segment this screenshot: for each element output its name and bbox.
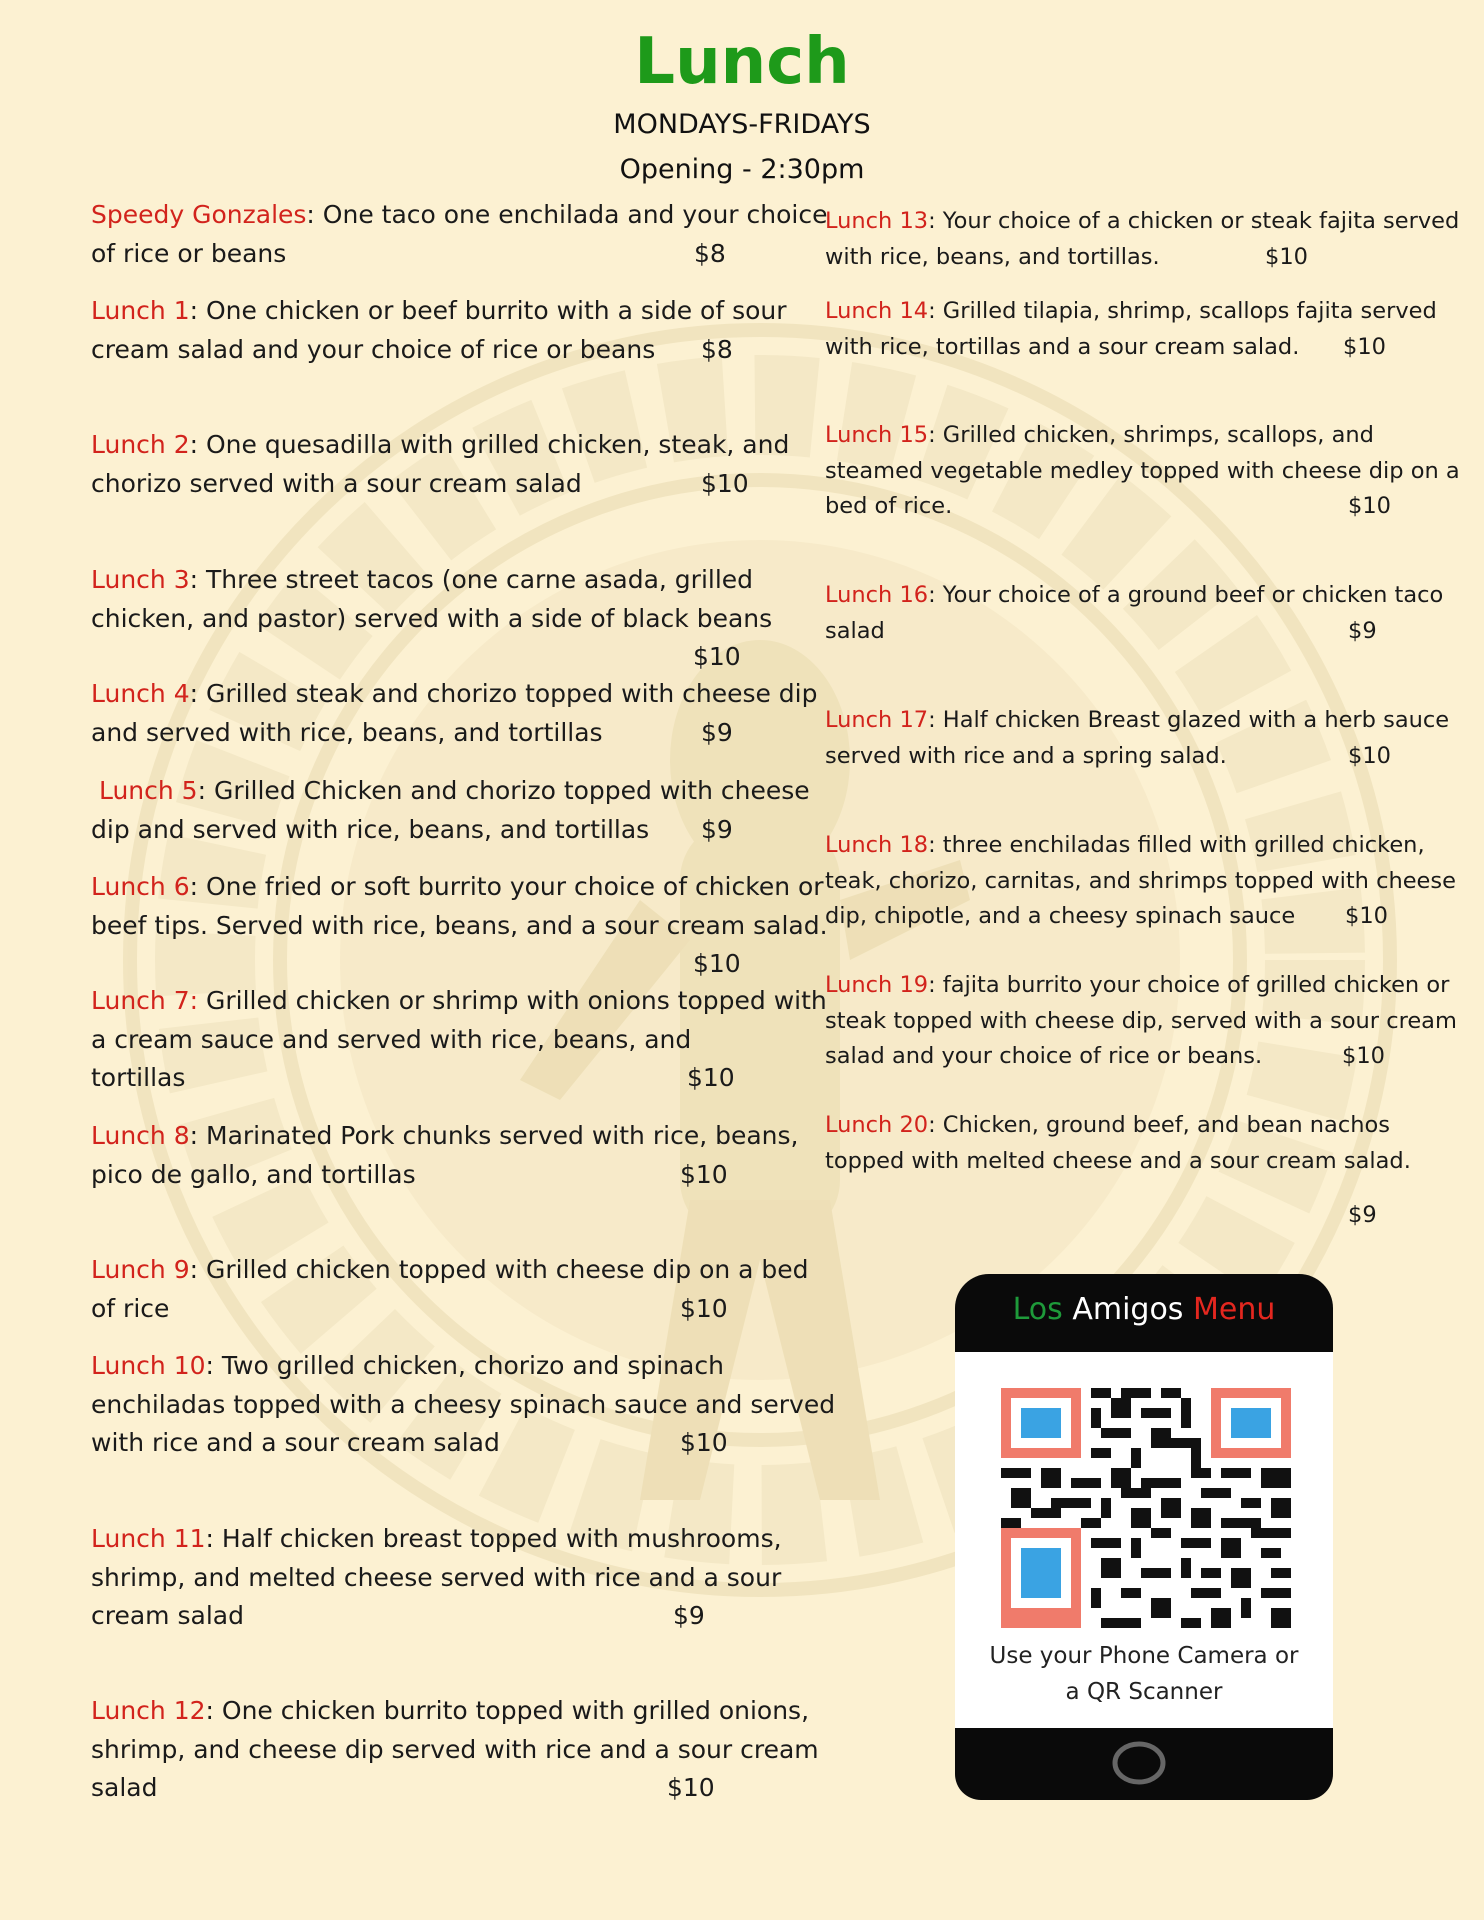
item-desc: with rice, beans, and tortillas.	[825, 243, 1160, 270]
item-desc: : One chicken burrito topped with grilled onions,	[205, 1696, 810, 1725]
item-name: Lunch 1	[91, 296, 190, 325]
item-desc: teak, chorizo, carnitas, and shrimps topped with cheese	[825, 867, 1456, 894]
item-name: Lunch 17	[825, 707, 929, 733]
item-desc: : fajita burrito your choice of grilled chicken or	[928, 972, 1450, 998]
item-price: $10	[693, 642, 741, 671]
item-name: Lunch 3	[91, 565, 190, 594]
brand-amigos: Amigos	[1062, 1292, 1193, 1327]
page-title: Lunch	[634, 25, 850, 99]
menu-item-lunch-15	[825, 418, 1460, 525]
item-price: $10	[680, 1159, 728, 1189]
item-price: $9	[701, 717, 733, 747]
menu-item-lunch-8	[91, 1117, 798, 1194]
menu-item-lunch-1	[91, 292, 787, 369]
item-price: $10	[680, 1428, 728, 1457]
item-desc: : Half chicken Breast glazed with a herb sauce	[928, 707, 1450, 733]
menu-item-lunch-19	[825, 968, 1457, 1075]
item-desc: : Two grilled chicken, chorizo and spinach	[205, 1351, 724, 1380]
item-price: $8	[701, 334, 733, 364]
item-desc: with rice, tortillas and a sour cream salad.	[825, 333, 1300, 360]
item-desc: : One chicken or beef burrito with a side of sour	[189, 296, 787, 325]
item-desc: : Grilled Chicken and chorizo topped with cheese	[197, 776, 810, 805]
item-desc: Grilled chicken or shrimp with onions topped with	[198, 986, 827, 1015]
item-price: $10	[667, 1773, 715, 1802]
menu-item-lunch-2	[91, 426, 789, 503]
item-desc: salad and your choice of rice or beans.	[825, 1043, 1263, 1069]
item-price: $8	[694, 238, 726, 268]
item-desc: salad	[825, 617, 885, 644]
item-desc: : Your choice of a ground beef or chicken taco	[928, 582, 1444, 608]
item-price: $10	[680, 1293, 728, 1323]
menu-item-lunch-17	[825, 703, 1449, 774]
item-name: Lunch 16	[825, 582, 929, 608]
menu-item-lunch-14	[825, 294, 1437, 365]
item-name: Lunch 11	[91, 1524, 206, 1553]
menu-item-lunch-13	[825, 204, 1459, 275]
qr-card-title	[955, 1288, 1333, 1332]
item-desc: dip and served with rice, beans, and tortillas	[91, 814, 650, 844]
item-name: Lunch 18	[825, 832, 929, 858]
item-desc: tortillas	[91, 1063, 186, 1092]
menu-item-lunch-11	[91, 1520, 782, 1636]
item-price: $10	[687, 1063, 735, 1092]
item-desc: cream salad and your choice of rice or beans	[91, 334, 656, 364]
item-desc: shrimp, and melted cheese served with rice and a sour	[91, 1562, 782, 1592]
days-label: MONDAYS-FRIDAYS	[613, 109, 871, 140]
item-price: $10	[1342, 1043, 1385, 1069]
qr-menu-card	[955, 1274, 1333, 1800]
item-price: $10	[1343, 333, 1386, 360]
item-price: $10	[1265, 243, 1308, 270]
item-desc: : Three street tacos (one carne asada, grilled	[189, 565, 754, 594]
item-price: $9	[1348, 1202, 1377, 1228]
item-desc: : Your choice of a chicken or steak fajita served	[928, 208, 1460, 234]
item-name: Lunch 2	[91, 430, 190, 459]
item-name: Lunch 14	[825, 298, 929, 324]
menu-item-lunch-7	[91, 982, 827, 1098]
item-desc: : Grilled steak and chorizo topped with cheese dip	[189, 679, 818, 708]
item-desc: with rice and a sour cream salad	[91, 1428, 500, 1457]
item-name: Lunch 19	[825, 972, 929, 998]
item-desc: of rice or beans	[91, 238, 287, 268]
menu-item-lunch-4	[91, 675, 818, 752]
item-price: $10	[1348, 493, 1391, 519]
item-name: Lunch 9	[91, 1255, 190, 1284]
item-desc: dip, chipotle, and a cheesy spinach sauce	[825, 903, 1296, 929]
item-name: Speedy Gonzales	[91, 200, 307, 229]
phone-header	[955, 1274, 1333, 1352]
item-desc: : One fried or soft burrito your choice of chicken or	[189, 872, 824, 901]
item-desc: bed of rice.	[825, 493, 953, 519]
item-desc: : One quesadilla with grilled chicken, steak, and	[189, 430, 790, 459]
menu-item-lunch-5	[91, 772, 810, 849]
menu-item-lunch-3	[91, 561, 773, 671]
hours-label: Opening - 2:30pm	[619, 154, 865, 185]
menu-header	[0, 22, 1484, 192]
menu-item-lunch-6	[91, 868, 828, 978]
item-name: Lunch 20	[825, 1112, 929, 1138]
item-price: $9	[1348, 617, 1377, 644]
item-price: $10	[1345, 903, 1388, 929]
item-price: $9	[701, 814, 733, 844]
item-name: Lunch 13	[825, 208, 929, 234]
item-desc: beef tips. Served with rice, beans, and a sour cream salad.	[91, 910, 828, 940]
menu-item-speedy-gonzales	[91, 196, 827, 273]
brand-menu: Menu	[1192, 1292, 1276, 1327]
item-price: $10	[701, 468, 749, 498]
phone-footer	[955, 1728, 1333, 1800]
menu-item-lunch-10	[91, 1347, 835, 1463]
item-price: $10	[1348, 742, 1391, 769]
brand-los: Los	[1012, 1292, 1063, 1327]
item-desc: : three enchiladas filled with grilled chicken,	[928, 832, 1425, 858]
item-desc: : Half chicken breast topped with mushrooms,	[205, 1524, 782, 1553]
item-desc: cream salad	[91, 1601, 244, 1630]
item-desc: pico de gallo, and tortillas	[91, 1159, 416, 1189]
item-name: Lunch 7:	[91, 986, 199, 1015]
item-desc: steamed vegetable medley topped with cheese dip on a	[825, 457, 1460, 484]
item-desc: : One taco one enchilada and your choice	[306, 200, 828, 229]
menu-item-lunch-12	[91, 1692, 819, 1808]
item-desc: chorizo served with a sour cream salad	[91, 468, 582, 498]
item-desc: salad	[91, 1773, 158, 1802]
item-desc: and served with rice, beans, and tortillas	[91, 717, 603, 747]
item-desc: shrimp, and cheese dip served with rice and a sour cream	[91, 1734, 819, 1764]
item-desc: enchiladas topped with a cheesy spinach sauce and served	[91, 1389, 836, 1419]
item-desc: of rice	[91, 1293, 170, 1323]
item-desc: served with rice and a spring salad.	[825, 742, 1227, 769]
item-name: Lunch 12	[91, 1696, 206, 1725]
item-name: Lunch 6	[91, 872, 190, 901]
item-name: Lunch 8	[91, 1121, 190, 1150]
item-desc: steak topped with cheese dip, served with a sour cream	[825, 1007, 1457, 1034]
item-desc: topped with melted cheese and a sour cream salad.	[825, 1147, 1411, 1174]
item-name: Lunch 10	[91, 1351, 206, 1380]
menu-item-lunch-9	[91, 1251, 809, 1328]
qr-caption-line-1: Use your Phone Camera or	[989, 1643, 1299, 1669]
item-desc: chicken, and pastor) served with a side of black beans	[91, 603, 773, 633]
qr-caption-line-2: a QR Scanner	[1065, 1679, 1223, 1705]
item-desc: a cream sauce and served with rice, beans, and	[91, 1024, 692, 1054]
item-price: $10	[693, 949, 741, 978]
item-desc: : Chicken, ground beef, and bean nachos	[928, 1112, 1390, 1138]
menu-item-lunch-18	[825, 828, 1456, 935]
phone-screen	[955, 1352, 1333, 1728]
item-name: Lunch 15	[825, 422, 929, 448]
home-button-icon	[1112, 1740, 1166, 1786]
item-desc: : Grilled chicken, shrimps, scallops, and	[928, 422, 1374, 448]
item-name: Lunch 5	[98, 776, 198, 805]
qr-code-icon[interactable]	[1001, 1388, 1291, 1628]
item-price: $9	[673, 1601, 705, 1630]
item-desc: : Grilled chicken topped with cheese dip on a bed	[189, 1255, 809, 1284]
item-desc: : Marinated Pork chunks served with rice, beans,	[189, 1121, 799, 1150]
menu-item-lunch-16	[825, 578, 1443, 649]
qr-caption	[955, 1638, 1333, 1710]
menu-item-lunch-20	[825, 1108, 1411, 1228]
item-name: Lunch 4	[91, 679, 190, 708]
item-desc: : Grilled tilapia, shrimp, scallops fajita served	[928, 298, 1437, 324]
